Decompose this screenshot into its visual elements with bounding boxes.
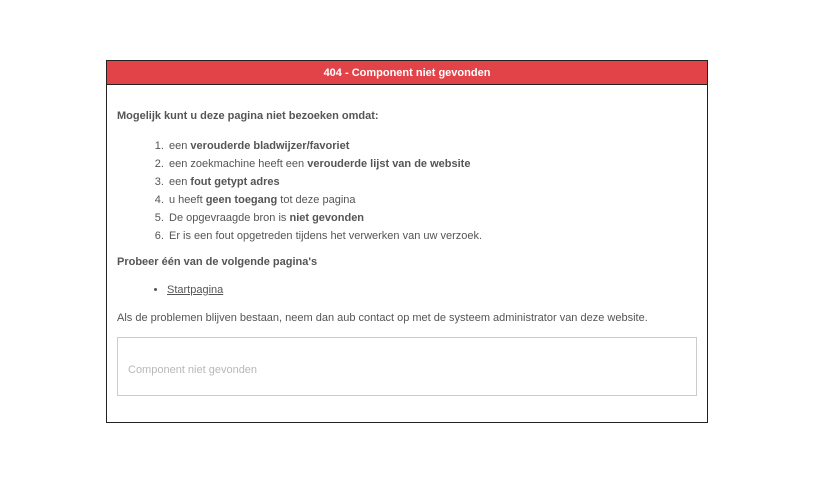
reason-item bbox=[167, 209, 697, 227]
error-detail-box: Component niet gevonden bbox=[117, 337, 697, 396]
intro-text: Mogelijk kunt u deze pagina niet bezoeken omdat: bbox=[117, 110, 379, 122]
reason-text: De opgevraagde bron is bbox=[169, 212, 290, 224]
reason-text: u heeft bbox=[169, 194, 206, 206]
reason-item bbox=[167, 227, 697, 245]
reason-text: een bbox=[169, 176, 191, 188]
reasons-list bbox=[117, 137, 697, 245]
reason-item bbox=[167, 155, 697, 173]
reason-item bbox=[167, 137, 697, 155]
reason-bold: verouderde lijst van de website bbox=[307, 158, 471, 170]
reason-text: een zoekmachine heeft een bbox=[169, 158, 308, 170]
reason-bold: fout getypt adres bbox=[190, 176, 280, 188]
page-item bbox=[167, 283, 697, 297]
pages-list bbox=[117, 283, 697, 297]
error-title: 404 - Component niet gevonden bbox=[107, 61, 707, 85]
reason-text: tot deze pagina bbox=[277, 194, 356, 206]
contact-text: Als de problemen blijven bestaan, neem dan aub contact op met de systeem administrator van deze website. bbox=[117, 312, 648, 324]
startpagina-link[interactable]: Startpagina bbox=[167, 284, 224, 296]
reason-bold: niet gevonden bbox=[289, 212, 365, 224]
error-content bbox=[107, 109, 707, 325]
suggest-heading: Probeer één van de volgende pagina's bbox=[117, 256, 318, 268]
error-box bbox=[106, 60, 708, 423]
reason-text: een bbox=[169, 140, 191, 152]
reason-bold: geen toegang bbox=[205, 194, 278, 206]
reason-text: Er is een fout opgetreden tijdens het verwerken van uw verzoek. bbox=[169, 230, 483, 242]
reason-bold: verouderde bladwijzer/favoriet bbox=[190, 140, 350, 152]
reason-item bbox=[167, 173, 697, 191]
reason-item bbox=[167, 191, 697, 209]
